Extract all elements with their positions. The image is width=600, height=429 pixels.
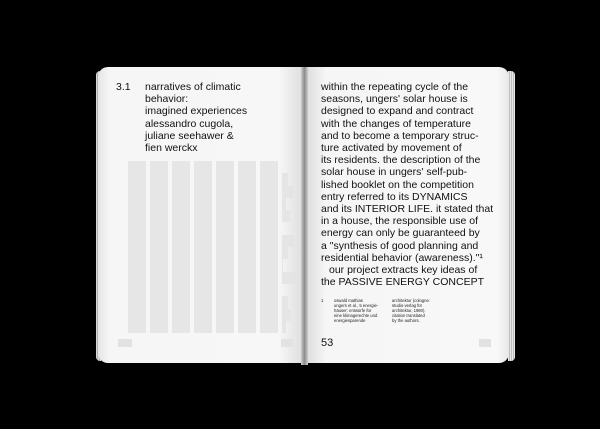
body-line: and to become a temporary struc- [321, 129, 479, 142]
footnote-line: ungers et al., 5 energie- [334, 303, 379, 308]
footnote-column-1 [334, 298, 392, 323]
footnote-line: citation translated [392, 313, 425, 318]
body-line: in a house, the responsible use of [321, 215, 479, 228]
heading-line: juliane seehawer & [145, 129, 234, 142]
body-line: entry referred to its DYNAMICS [321, 190, 468, 203]
right-page-edges [508, 71, 515, 361]
footnote-line: architektur, 1980). [392, 308, 426, 313]
page-number: 53 [321, 337, 334, 349]
body-line: ture activated by movement of [321, 142, 462, 155]
show-through-text [128, 161, 298, 333]
show-through-page-number [281, 339, 293, 347]
body-line: with the changes of temperature [321, 117, 472, 130]
heading-line: behavior: [145, 93, 189, 106]
heading-line: narratives of climatic [145, 81, 241, 93]
footnote-line: eine klimagerechte und [334, 313, 378, 318]
footnote-line: by the authors. [392, 318, 420, 323]
heading-line: alessandro cugola, [145, 117, 234, 130]
body-line: residential behavior (awareness)."¹ [321, 251, 483, 264]
body-line: and its INTERIOR LIFE. it stated that [321, 203, 494, 216]
show-through-page-number [118, 339, 132, 347]
body-line: energy can only be guaranteed by [321, 227, 480, 240]
body-line: solar house in ungers' self-pub- [321, 166, 468, 179]
body-text [321, 81, 501, 288]
chapter-heading [145, 81, 295, 154]
body-line: a "synthesis of good planning and [321, 239, 479, 252]
footnote-line: architektur (cologne: [392, 298, 430, 303]
footnote-line: studio-verlag für [392, 303, 423, 308]
heading-line: fien werckx [145, 142, 198, 155]
right-page [306, 67, 509, 363]
body-line: lished booklet on the competition [321, 178, 474, 191]
body-line: within the repeating cycle of the [321, 81, 469, 93]
body-line: the PASSIVE ENERGY CONCEPT [321, 276, 484, 289]
open-book [96, 67, 515, 366]
footnote-line: häuser: entwürfe für [334, 308, 372, 313]
footnote-line: energiesparende [334, 318, 366, 323]
body-line: our project extracts key ideas of [329, 264, 478, 277]
show-through-page-number [479, 339, 491, 347]
footnote-line: oswald mathias [334, 298, 363, 303]
footnote-number: 1 [321, 298, 324, 303]
body-line: designed to expand and contract [321, 105, 474, 118]
heading-line: imagined experiences [145, 105, 248, 118]
book-gutter [301, 67, 308, 365]
left-page [98, 67, 303, 363]
section-number: 3.1 [116, 81, 131, 93]
footnote-column-2 [392, 298, 450, 323]
body-line: seasons, ungers' solar house is [321, 93, 468, 106]
body-line: its residents. the description of the [321, 154, 481, 167]
